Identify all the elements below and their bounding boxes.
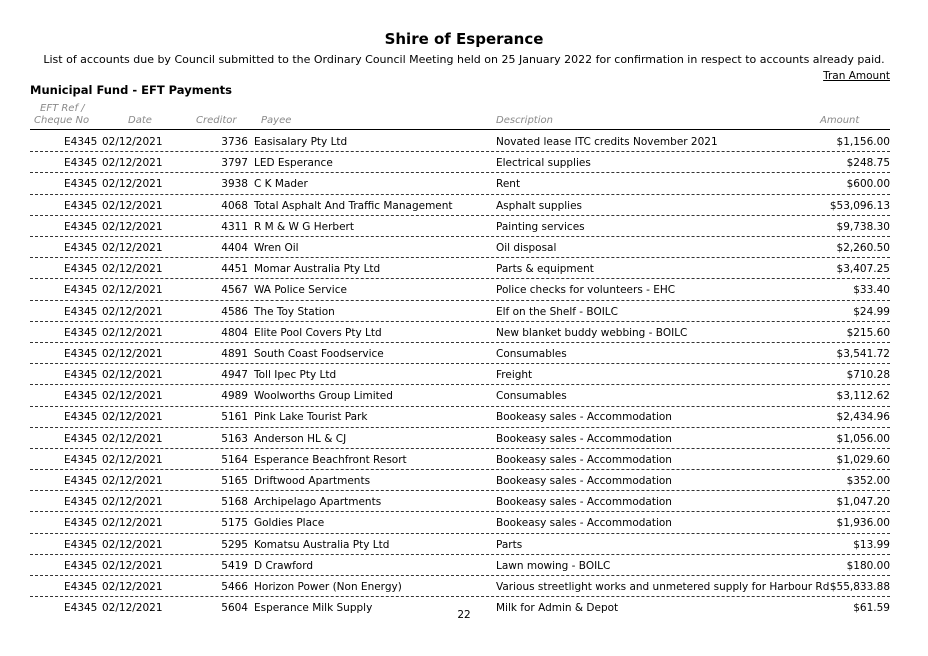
creditor-cell: 4404 [221,241,248,254]
table-row [30,259,890,279]
table-row [30,386,890,406]
date-cell: 02/12/2021 [102,263,163,276]
eft-ref-cell: E4345 [64,369,98,382]
creditor-cell: 5165 [221,475,248,487]
creditor-cell: 3938 [221,178,248,191]
payee-cell: R M & W G Herbert [254,220,354,233]
payee-cell: Woolworths Group Limited [254,390,393,403]
payee-cell: The Toy Station [254,305,335,318]
payee-cell: Komatsu Australia Pty Ltd [254,538,390,551]
description-cell: Police checks for volunteers - EHC [496,284,676,297]
amount-cell: $13.99 [853,538,890,551]
payee-cell: WA Police Service [254,284,347,297]
payee-cell: South Coast Foodservice [254,347,384,360]
date-cell: 02/12/2021 [102,326,163,339]
column-header-ref-line1: EFT Ref / [40,103,85,114]
creditor-cell: 4068 [221,199,248,212]
description-cell: Parts [496,538,523,551]
creditor-cell: 4451 [221,263,248,276]
eft-ref-cell: E4345 [64,157,98,170]
date-cell: 02/12/2021 [102,475,163,487]
eft-ref-cell: E4345 [64,390,98,403]
eft-ref-cell: E4345 [64,263,98,276]
date-cell: 02/12/2021 [102,284,163,297]
table-row [30,302,890,322]
amount-cell: $1,156.00 [836,136,890,148]
date-cell: 02/12/2021 [102,241,163,254]
description-cell: Bookeasy sales - Accommodation [496,475,672,487]
amount-cell: $1,047.20 [836,496,890,509]
creditor-cell: 4947 [221,369,248,382]
eft-ref-cell: E4345 [64,284,98,297]
date-cell: 02/12/2021 [102,178,163,191]
amount-cell: $248.75 [846,157,890,170]
table-row [30,153,890,173]
creditor-cell: 4804 [221,326,248,339]
amount-cell: $1,056.00 [836,432,890,445]
description-cell: Lawn mowing - BOILC [496,559,611,572]
table-row [30,492,890,512]
creditor-cell: 4989 [221,390,248,403]
description-cell: New blanket buddy webbing - BOILC [496,326,688,339]
table-row [30,174,890,194]
description-cell: Parts & equipment [496,263,594,276]
description-cell: Consumables [496,390,567,403]
date-cell: 02/12/2021 [102,538,163,551]
description-cell: Novated lease ITC credits November 2021 [496,136,718,148]
table-row [30,132,890,152]
creditor-cell: 5163 [221,432,248,445]
description-cell: Electrical supplies [496,157,591,170]
date-cell: 02/12/2021 [102,411,163,424]
date-cell: 02/12/2021 [102,432,163,445]
date-cell: 02/12/2021 [102,305,163,318]
description-cell: Bookeasy sales - Accommodation [496,453,672,466]
date-cell: 02/12/2021 [102,369,163,382]
eft-ref-cell: E4345 [64,475,98,487]
table-row [30,344,890,364]
amount-cell: $710.28 [846,369,890,382]
eft-ref-cell: E4345 [64,178,98,191]
creditor-cell: 4891 [221,347,248,360]
description-cell: Consumables [496,347,567,360]
creditor-cell: 3736 [221,136,248,148]
eft-ref-cell: E4345 [64,432,98,445]
date-cell: 02/12/2021 [102,136,163,148]
creditor-cell: 4311 [221,220,248,233]
amount-cell: $600.00 [846,178,890,191]
document-title: Shire of Esperance [384,30,544,48]
date-cell: 02/12/2021 [102,559,163,572]
column-header-creditor: Creditor [196,115,237,126]
payee-cell: Wren Oil [254,241,299,254]
date-cell: 02/12/2021 [102,602,163,615]
amount-cell: $55,833.88 [829,580,890,593]
payee-cell: Esperance Milk Supply [254,602,373,615]
description-cell: Asphalt supplies [496,199,582,212]
date-cell: 02/12/2021 [102,220,163,233]
creditor-cell: 5168 [221,496,248,509]
eft-ref-cell: E4345 [64,453,98,466]
payee-cell: Esperance Beachfront Resort [254,453,407,466]
payee-cell: D Crawford [254,559,314,572]
description-cell: Oil disposal [496,241,557,254]
creditor-cell: 5161 [221,411,248,424]
eft-ref-cell: E4345 [64,517,98,530]
date-cell: 02/12/2021 [102,199,163,212]
creditor-cell: 4567 [221,284,248,297]
date-cell: 02/12/2021 [102,580,163,593]
eft-ref-cell: E4345 [64,326,98,339]
table-row [30,196,890,216]
table-row [30,450,890,470]
creditor-cell: 4586 [221,305,248,318]
description-cell: Various streetlight works and unmetered supply for Harbour Rd [496,580,830,593]
eft-ref-cell: E4345 [64,305,98,318]
eft-ref-cell: E4345 [64,241,98,254]
creditor-cell: 5175 [221,517,248,530]
column-header-date: Date [128,115,152,126]
amount-cell: $3,112.62 [836,390,890,403]
payments-table [30,132,890,618]
payee-cell: Goldies Place [254,517,325,530]
eft-ref-cell: E4345 [64,220,98,233]
payee-cell: Elite Pool Covers Pty Ltd [254,326,382,339]
amount-cell: $3,407.25 [836,263,890,276]
creditor-cell: 5164 [221,453,248,466]
table-row [30,429,890,449]
description-cell: Freight [496,369,533,382]
table-row [30,365,890,385]
eft-ref-cell: E4345 [64,136,98,148]
column-header-ref-line2: Cheque No [34,115,90,126]
amount-cell: $24.99 [853,305,890,318]
table-row [30,323,890,343]
column-header-amount: Amount [820,115,860,126]
creditor-cell: 3797 [221,157,248,170]
amount-cell: $53,096.13 [829,199,890,212]
payee-cell: Horizon Power (Non Energy) [254,580,402,593]
date-cell: 02/12/2021 [102,453,163,466]
description-cell: Bookeasy sales - Accommodation [496,496,672,509]
description-cell: Bookeasy sales - Accommodation [496,411,672,424]
column-header-description: Description [496,115,553,126]
payee-cell: Easisalary Pty Ltd [254,136,348,148]
payee-cell: Momar Australia Pty Ltd [254,263,381,276]
amount-cell: $33.40 [853,284,890,297]
table-row [30,577,890,597]
eft-ref-cell: E4345 [64,580,98,593]
creditor-cell: 5466 [221,580,248,593]
header-divider [30,129,890,130]
date-cell: 02/12/2021 [102,496,163,509]
description-cell: Painting services [496,220,585,233]
description-cell: Rent [496,178,521,191]
creditor-cell: 5295 [221,538,248,551]
payee-cell: Toll Ipec Pty Ltd [254,369,337,382]
eft-ref-cell: E4345 [64,496,98,509]
amount-cell: $215.60 [846,326,890,339]
eft-ref-cell: E4345 [64,199,98,212]
amount-cell: $3,541.72 [836,347,890,360]
table-row [30,513,890,533]
eft-ref-cell: E4345 [64,347,98,360]
creditor-cell: 5604 [221,602,248,615]
description-cell: Bookeasy sales - Accommodation [496,432,672,445]
table-row [30,535,890,555]
creditor-cell: 5419 [221,559,248,572]
payee-cell: Driftwood Apartments [254,475,371,487]
payee-cell: Anderson HL & CJ [254,432,347,445]
eft-ref-cell: E4345 [64,411,98,424]
table-row [30,238,890,258]
amount-cell: $9,738.30 [836,220,890,233]
date-cell: 02/12/2021 [102,347,163,360]
amount-cell: $1,029.60 [836,453,890,466]
amount-cell: $352.00 [846,475,890,487]
amount-cell: $2,260.50 [836,241,890,254]
table-row [30,556,890,576]
description-cell: Elf on the Shelf - BOILC [496,305,618,318]
amount-cell: $1,936.00 [836,517,890,530]
eft-ref-cell: E4345 [64,602,98,615]
table-row [30,280,890,300]
payee-cell: LED Esperance [254,157,333,170]
column-header-payee: Payee [261,115,292,126]
payee-cell: Archipelago Apartments [254,496,382,509]
eft-ref-cell: E4345 [64,559,98,572]
payee-cell: Total Asphalt And Traffic Management [254,199,453,212]
payee-cell: Pink Lake Tourist Park [254,411,368,424]
date-cell: 02/12/2021 [102,157,163,170]
amount-cell: $2,434.96 [836,411,890,424]
payee-cell: C K Mader [254,178,308,191]
eft-ref-cell: E4345 [64,538,98,551]
description-cell: Bookeasy sales - Accommodation [496,517,672,530]
table-row [30,407,890,427]
tran-amount-label: Tran Amount [823,70,890,82]
date-cell: 02/12/2021 [102,390,163,403]
amount-cell: $61.59 [853,602,890,615]
document-subtitle: List of accounts due by Council submitted to the Ordinary Council Meeting held on 25 January 2022 for confirmation in respect to accounts already paid. [43,53,885,66]
amount-cell: $180.00 [846,559,890,572]
fund-heading: Municipal Fund - EFT Payments [30,83,233,97]
table-row [30,217,890,237]
date-cell: 02/12/2021 [102,517,163,530]
description-cell: Milk for Admin & Depot [496,602,619,615]
page-number: 22 [457,609,471,621]
table-row [30,471,890,491]
